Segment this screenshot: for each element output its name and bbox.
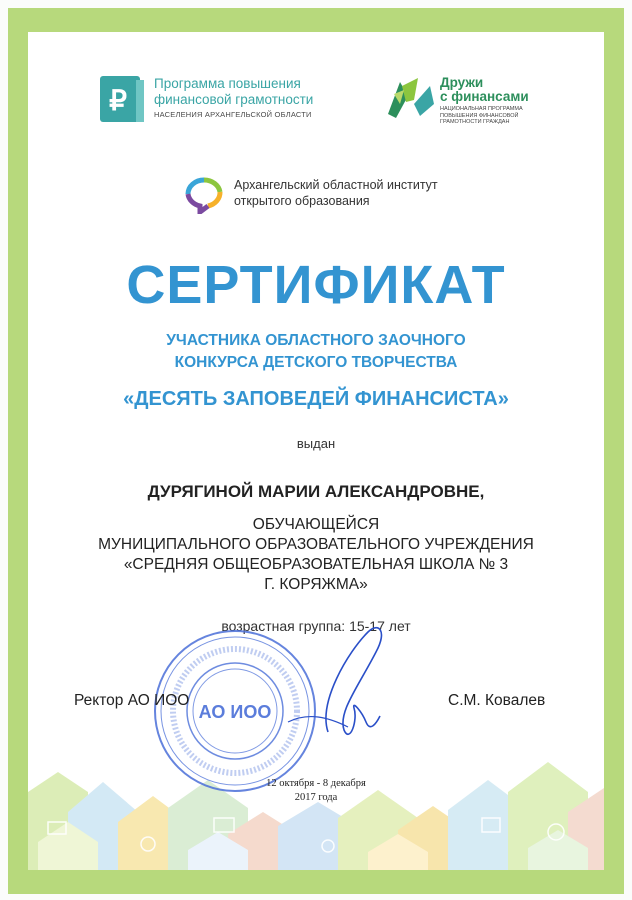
certificate-subtitle-line1: УЧАСТНИКА ОБЛАСТНОГО ЗАОЧНОГО: [166, 332, 466, 349]
contest-year: 2017 года: [294, 792, 338, 803]
recipient-detail-line4: Г. КОРЯЖМА»: [264, 576, 368, 593]
program-logo-line1: Программа повышения: [154, 76, 301, 91]
program-logo-line2: финансовой грамотности: [154, 92, 314, 107]
friends-logo-line1: Дружи: [440, 75, 484, 90]
institute-name-line2: открытого образования: [234, 194, 370, 208]
ruble-book-icon: [98, 74, 146, 126]
signer-position: Ректор АО ИОО: [74, 692, 190, 709]
svg-text:₽: ₽: [109, 85, 127, 116]
handwritten-signature: [258, 612, 418, 762]
speech-bubble-logo-icon: [182, 174, 226, 214]
institute-name-line1: Архангельский областной институт: [234, 178, 438, 192]
recipient-detail-line1: ОБУЧАЮЩЕЙСЯ: [252, 516, 380, 533]
friends-logo-line3: НАЦИОНАЛЬНАЯ ПРОГРАММА ПОВЫШЕНИЯ ФИНАНСОВОЙ ГРАМОТНОСТИ ГРАЖДАН: [440, 106, 523, 125]
certificate-frame: [8, 8, 624, 894]
issued-label: выдан: [296, 436, 336, 451]
program-logo-line3: НАСЕЛЕНИЯ АРХАНГЕЛЬСКОЙ ОБЛАСТИ: [154, 110, 312, 119]
friends-logo-line2: с финансами: [440, 89, 529, 104]
age-group: возрастная группа: 15-17 лет: [221, 618, 411, 634]
recipient-name: ДУРЯГИНОЙ МАРИИ АЛЕКСАНДРОВНЕ,: [147, 482, 485, 501]
signer-name: С.М. Ковалев: [448, 692, 546, 709]
contest-name: «ДЕСЯТЬ ЗАПОВЕДЕЙ ФИНАНСИСТА»: [123, 388, 509, 410]
recipient-detail-line2: МУНИЦИПАЛЬНОГО ОБРАЗОВАТЕЛЬНОГО УЧРЕЖДЕНИЯ: [98, 536, 534, 553]
recipient-detail-line3: «СРЕДНЯЯ ОБЩЕОБРАЗОВАТЕЛЬНАЯ ШКОЛА № 3: [123, 556, 509, 573]
certificate-title: СЕРТИФИКАТ: [126, 255, 506, 315]
stamp-center-text: АО ИОО: [198, 702, 272, 722]
certificate-body: [28, 32, 604, 870]
friends-finance-icon: [384, 74, 438, 120]
certificate-subtitle-line2: КОНКУРСА ДЕТСКОГО ТВОРЧЕСТВА: [174, 354, 458, 371]
contest-dates: 12 октября - 8 декабря: [266, 778, 366, 789]
